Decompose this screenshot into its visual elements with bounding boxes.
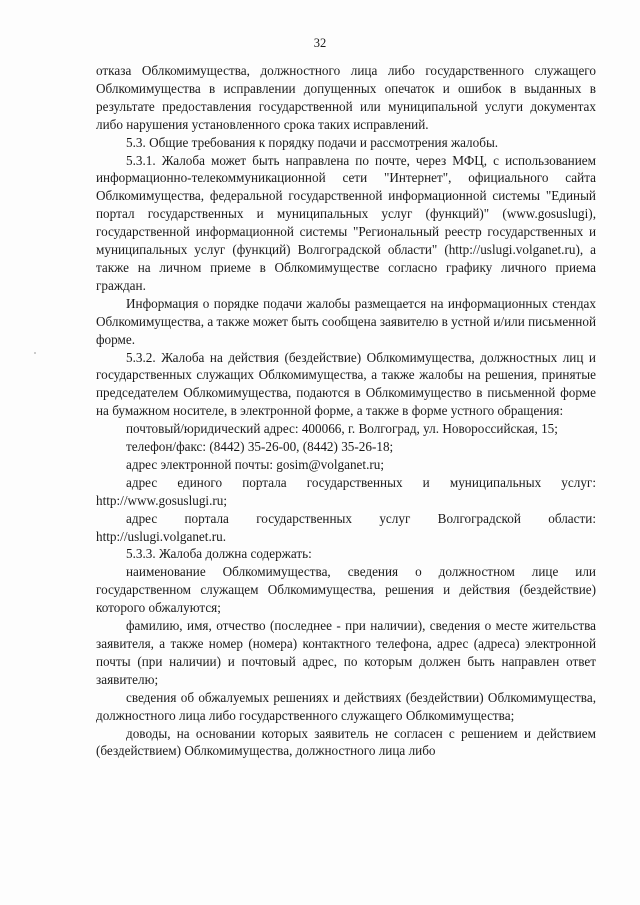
margin-mark bbox=[34, 352, 36, 354]
email-address: адрес электронной почты: gosim@volganet.ru; bbox=[126, 456, 385, 472]
page-number: 32 bbox=[313, 36, 327, 50]
list-item-name: наименование Облкомимущества, сведения о должностном лице или государственном служащем Облкомимущества, решения и действия (бездействие) которого обжалуются; bbox=[96, 564, 596, 616]
regional-portal-address: адрес портала государственных услуг Волгоградской области: http://uslugi.volganet.ru. bbox=[96, 510, 596, 544]
paragraph-info-complaint: Информация о порядке подачи жалобы размещается на информационных стендах Облкомимущества, а также может быть сообщена заявителю в устной и/или письменной форме. bbox=[96, 295, 597, 347]
phone-fax: телефон/факс: (8442) 35-26-00, (8442) 35-26-18; bbox=[126, 439, 394, 455]
paragraph-5-3-1: 5.3.1. Жалоба может быть направлена по почте, через МФЦ, с использованием информационно-телекоммуникационной сети "Интернет", официального сайта Облкомимущества, федеральной государственной информационной системы "Единый портал государственных и муниципальных услуг (функций)" (www.gosuslugi), государственной информационной системы "Региональный реестр государственных и муниципальных услуг (функций) Волгоградской области" (http://uslugi.volganet.ru), а также на личном приеме в Облкомимуществе согласно графику личного приема граждан. bbox=[96, 152, 596, 293]
document-body bbox=[96, 62, 596, 760]
federal-portal-address: адрес единого портала государственных и муниципальных услуг: http://www.gosuslugi.ru; bbox=[96, 474, 596, 508]
list-item-applicant: фамилию, имя, отчество (последнее - при наличии), сведения о месте жительства заявителя, а также номер (номера) контактного телефона, адрес (адреса) электронной почты (при наличии) и почтовый адрес, по которым должен быть направлен ответ заявителю; bbox=[96, 618, 596, 687]
paragraph-5-3-2: 5.3.2. Жалоба на действия (бездействие) Облкомимущества, должностных лиц и государственных служащих Облкомимущества, а также жалобы на решения, принятые председателем Облкомимущества, подаются в Облкомимущество в письменной форме на бумажном носителе, в электронной форме, а также в форме устного обращения: bbox=[96, 349, 596, 419]
list-item-decisions: сведения об обжалуемых решениях и действиях (бездействии) Облкомимущества, должностного лица либо государственного служащего Облкомимущества; bbox=[96, 689, 596, 723]
section-heading-5-3-3: 5.3.3. Жалоба должна содержать: bbox=[126, 546, 312, 562]
list-item-arguments: доводы, на основании которых заявитель не согласен с решением и действием (бездействием) Облкомимущества, должностного лица либо bbox=[96, 725, 596, 759]
postal-address: почтовый/юридический адрес: 400066, г. Волгоград, ул. Новороссийская, 15; bbox=[126, 421, 558, 437]
paragraph-continuation: отказа Облкомимущества, должностного лица либо государственного служащего Облкомимущества в исправлении допущенных опечаток и ошибок в выданных в результате предоставления государственной или муниципальной услуги документах либо нарушения установленного срока таких исправлений. bbox=[96, 63, 596, 132]
section-heading-5-3: 5.3. Общие требования к порядку подачи и рассмотрения жалобы. bbox=[126, 134, 499, 150]
